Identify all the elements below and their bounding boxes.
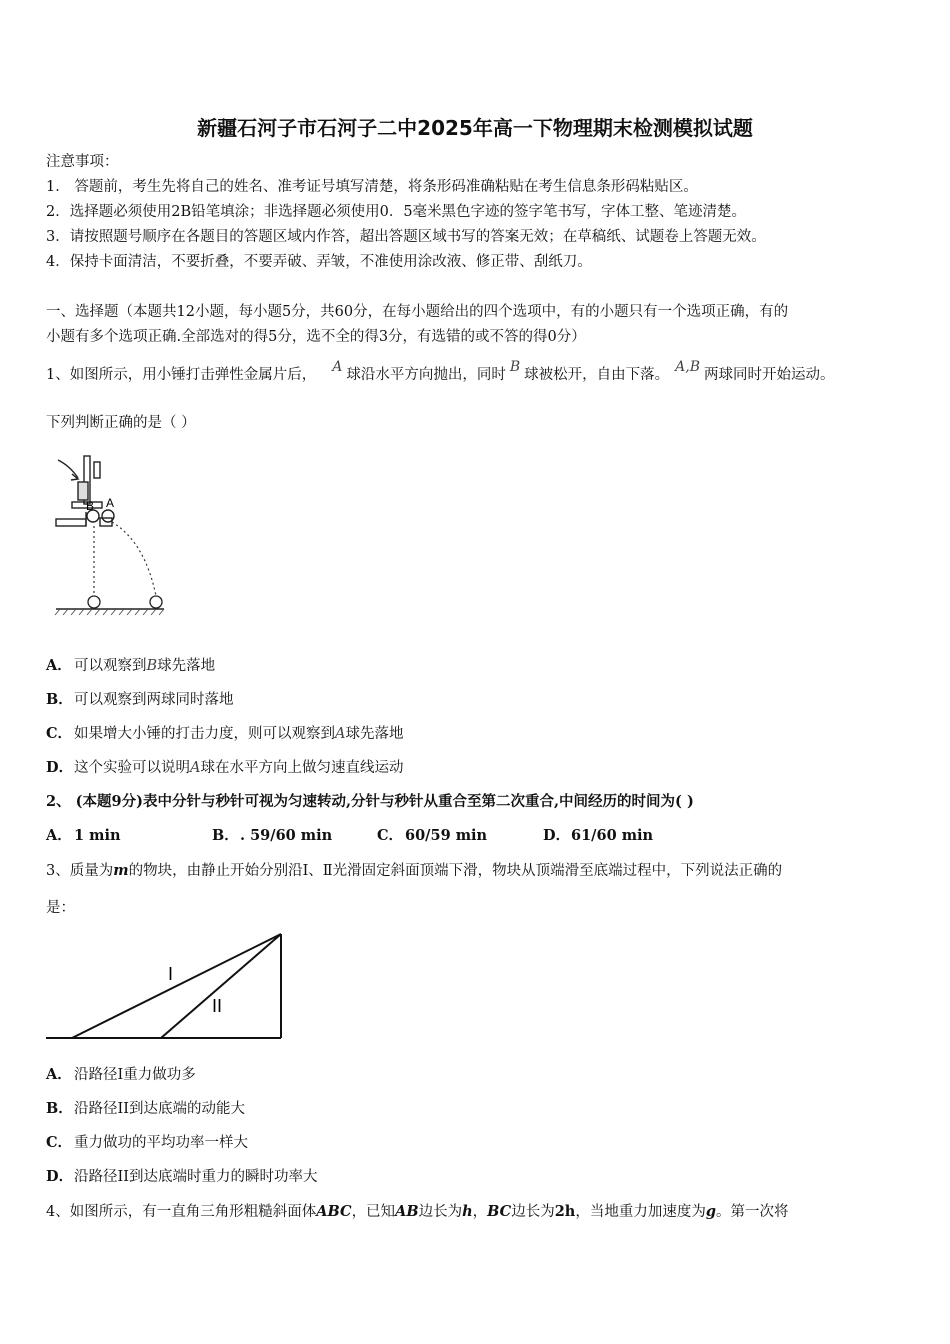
q1-var-a: A: [332, 359, 343, 375]
q3-figure: [44, 930, 289, 1042]
q1-var-b: B: [509, 359, 521, 375]
option-letter: A．: [46, 1066, 72, 1083]
fig-label-b: B: [86, 499, 95, 513]
q3-stem-line2: 是：: [46, 900, 75, 916]
q4-stem-part: ，已知: [351, 1204, 396, 1220]
option-text: 重力做功的平均功率一样大: [74, 1135, 248, 1151]
left-stand: [56, 519, 86, 526]
option-text: 沿路径II到达底端的动能大: [74, 1101, 245, 1117]
option-letter: D．: [46, 759, 74, 776]
q4-var: AB: [395, 1203, 419, 1220]
q1-stem: [46, 359, 835, 385]
option-letter: C．: [46, 1134, 73, 1151]
q2-option-d: [543, 826, 653, 846]
q1-option-a: [46, 656, 215, 676]
option-text: 可以观察到两球同时落地: [74, 692, 234, 708]
incline-path-2: [161, 934, 281, 1038]
q1-stem-part: 球沿水平方向抛出，同时: [346, 367, 506, 383]
section-heading-line2: 小题有多个选项正确.全部选对的得5分，选不全的得3分，有选错的或不答的得0分）: [46, 329, 586, 345]
incline-path-1: [72, 934, 281, 1038]
q4-stem-part: 边长为: [418, 1204, 463, 1220]
notice-item: 3．请按照题号顺序在各题目的答题区域内作答，超出答题区域书写的答案无效；在草稿纸、试题卷上答题无效。: [46, 229, 766, 245]
q4-var: ABC: [316, 1203, 352, 1220]
ball-b-landed: [88, 596, 100, 608]
option-letter: B．: [46, 1100, 73, 1117]
q3-option-c: [46, 1133, 248, 1153]
q1-stem-part: 球被松开，自由下落。: [524, 367, 670, 383]
q2-option-c: [377, 826, 487, 846]
q1-figure: [50, 452, 175, 622]
notice-item: 2．选择题必须使用2B铅笔填涂；非选择题必须使用0．5毫米黑色字迹的签字笔书写，字体工整、笔迹清楚。: [46, 204, 747, 220]
q4-stem-part: ，: [472, 1204, 488, 1220]
option-text: 球先落地: [345, 726, 404, 742]
section-heading-line1: 一、选择题（本题共12小题，每小题5分，共60分，在每小题给出的四个选项中，有的小题只有一个选项正确，有的: [46, 304, 789, 320]
q1-stem-line2: 下列判断正确的是（ ）: [46, 415, 196, 431]
option-text: 1 min: [74, 827, 121, 844]
q4-var: BC: [487, 1203, 512, 1220]
option-text: . 59/60 min: [240, 827, 333, 844]
option-text: 60/59 min: [405, 827, 488, 844]
hammer-stop: [94, 462, 100, 478]
q4-stem: [46, 1202, 788, 1222]
q4-var: h: [462, 1203, 473, 1220]
option-letter: D．: [46, 1168, 74, 1185]
ball-a-path: [112, 522, 156, 596]
fig-label-a: A: [106, 496, 115, 510]
q3-option-b: [46, 1099, 245, 1119]
option-letter: C．: [46, 725, 73, 742]
q4-stem-part: 。第一次将: [715, 1204, 789, 1220]
q1-option-c: [46, 724, 403, 744]
arrow-icon: [58, 460, 78, 478]
option-text: 球先落地: [157, 658, 216, 674]
option-text: 沿路径II到达底端时重力的瞬时功率大: [74, 1169, 318, 1185]
option-text: 这个实验可以说明: [74, 760, 190, 776]
q1-option-d: [46, 758, 403, 778]
option-text: 可以观察到: [74, 658, 147, 674]
path-1-label: I: [168, 964, 174, 984]
notice-item: 4．保持卡面清洁，不要折叠，不要弄破、弄皱，不准使用涂改液、修正带、刮纸刀。: [46, 254, 592, 270]
q3-stem-part: 3、质量为: [46, 863, 114, 879]
ball-a-landed: [150, 596, 162, 608]
option-letter: C．: [377, 827, 404, 844]
option-letter: B．: [46, 691, 73, 708]
q2-option-b: [212, 826, 332, 846]
q4-var: 2h: [554, 1203, 576, 1220]
q1-option-b: [46, 690, 234, 710]
option-letter: A．: [46, 827, 72, 844]
q1-stem-part: 两球同时开始运动。: [704, 367, 835, 383]
option-var: A: [335, 726, 346, 742]
option-text: 如果增大小锤的打击力度，则可以观察到: [74, 726, 335, 742]
option-text: 球在水平方向上做匀速直线运动: [200, 760, 404, 776]
q1-var-ab: A,B: [675, 359, 701, 375]
page-title: 新疆石河子市石河子二中2025年高一下物理期末检测模拟试题: [197, 116, 753, 140]
option-text: 61/60 min: [571, 827, 654, 844]
option-letter: B．: [212, 827, 239, 844]
q3-option-a: [46, 1065, 196, 1085]
q2-option-a: [46, 826, 121, 846]
q3-var-m: m: [113, 862, 129, 879]
q1-stem-part: 1、如图所示，用小锤打击弹性金属片后，: [46, 367, 317, 383]
q3-option-d: [46, 1167, 317, 1187]
q3-stem: [46, 861, 782, 881]
option-var: B: [146, 658, 158, 674]
notice-heading: 注意事项：: [46, 154, 119, 170]
q4-stem-part: 4、如图所示，有一直角三角形粗糙斜面体: [46, 1204, 317, 1220]
option-text: 沿路径Ⅰ重力做功多: [74, 1067, 196, 1083]
q4-stem-part: 边长为: [511, 1204, 555, 1220]
option-letter: D．: [543, 827, 571, 844]
q3-stem-part: 的物块，由静止开始分别沿Ⅰ、Ⅱ光滑固定斜面顶端下滑，物块从顶端滑至底端过程中，下列说法正确的: [128, 863, 783, 879]
notice-item: 1． 答题前，考生先将自己的姓名、准考证号填写清楚，将条形码准确粘贴在考生信息条形码粘贴区。: [46, 179, 698, 195]
ball-a: [102, 510, 114, 522]
option-letter: A．: [46, 657, 72, 674]
path-2-label: II: [212, 996, 223, 1016]
q4-var: g: [705, 1203, 716, 1220]
q4-stem-part: ，当地重力加速度为: [575, 1204, 706, 1220]
q2-stem: 2、 (本题9分)表中分针与秒针可视为匀速转动,分针与秒针从重合至第二次重合,中间经历的时间为( ): [46, 793, 694, 810]
option-var: A: [190, 760, 201, 776]
hammer-head: [78, 482, 88, 500]
